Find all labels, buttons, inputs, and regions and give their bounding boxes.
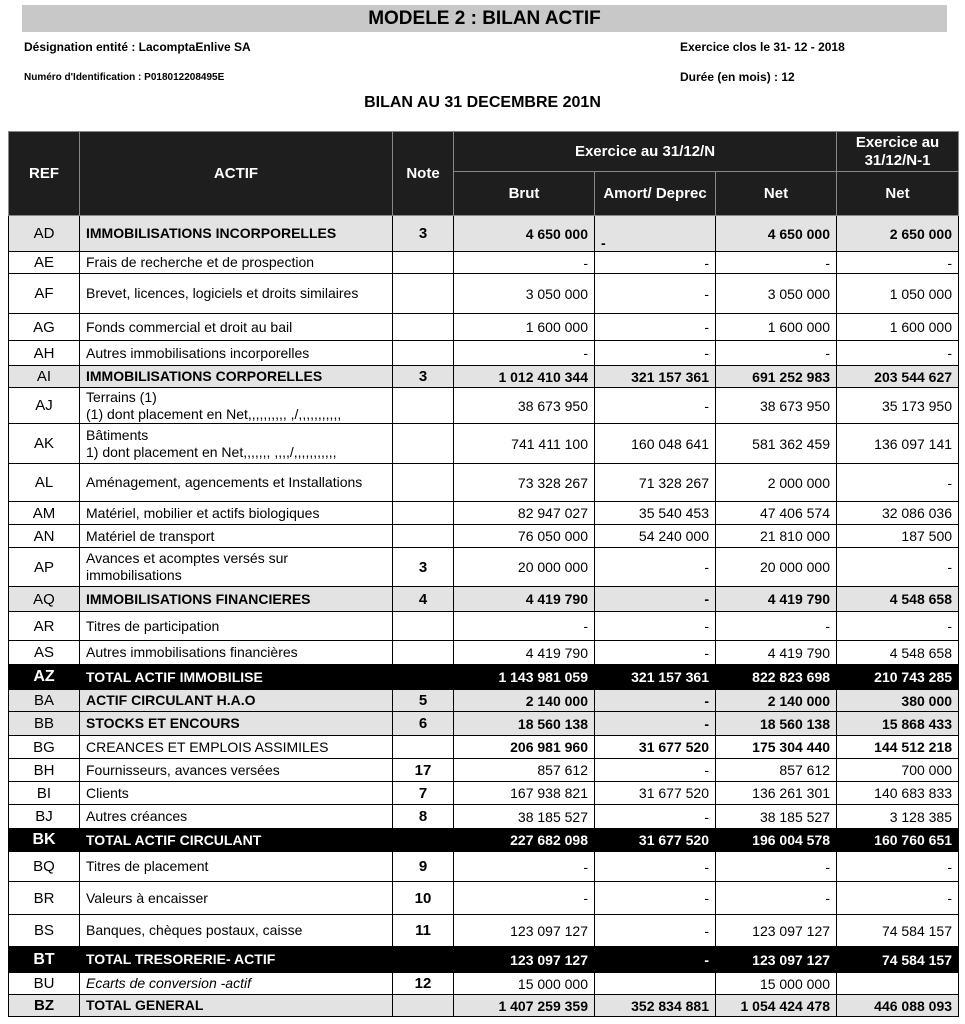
- row-amort: -: [595, 690, 716, 712]
- row-ref: AD: [9, 216, 80, 252]
- row-ref: AI: [9, 366, 80, 388]
- row-net: 691 252 983: [716, 366, 837, 388]
- row-amort: -: [595, 915, 716, 947]
- row-label-text: Bâtiments: [86, 426, 149, 443]
- row-label-text: Banques, chèques postaux, caisse: [86, 922, 303, 938]
- table-row: [9, 759, 959, 782]
- row-brut: 2 140 000: [454, 690, 595, 712]
- row-net-n1: 2 650 000: [837, 216, 959, 252]
- row-amort: -: [595, 641, 716, 665]
- row-label-text: Autres immobilisations financières: [86, 644, 298, 660]
- row-label: [80, 915, 393, 947]
- row-ref: AN: [9, 525, 80, 548]
- row-label-text: STOCKS ET ENCOURS: [86, 715, 240, 731]
- row-label: [80, 973, 393, 995]
- row-ref: AJ: [9, 388, 80, 424]
- row-net-n1: -: [837, 341, 959, 366]
- row-note: 3: [393, 548, 454, 587]
- row-ref: AS: [9, 641, 80, 665]
- row-net-n1: -: [837, 882, 959, 915]
- row-net-n1: 35 173 950: [837, 388, 959, 424]
- identification-number: Numéro d'Identification : P018012208495E: [24, 72, 225, 83]
- row-brut: 38 185 527: [454, 805, 595, 829]
- row-brut: -: [454, 341, 595, 366]
- row-net-n1: -: [837, 612, 959, 641]
- row-net-n1: 3 128 385: [837, 805, 959, 829]
- row-brut: -: [454, 252, 595, 274]
- row-amort: -: [595, 548, 716, 587]
- row-note: 10: [393, 882, 454, 915]
- row-note: [393, 274, 454, 314]
- row-label: [80, 947, 393, 973]
- row-ref: BG: [9, 736, 80, 759]
- duration: Durée (en mois) : 12: [680, 70, 795, 84]
- row-ref: BA: [9, 690, 80, 712]
- header-ref: REF: [9, 132, 80, 216]
- table-row: [9, 502, 959, 525]
- row-amort: 321 157 361: [595, 665, 716, 690]
- table-row: [9, 736, 959, 759]
- row-amort: -: [595, 216, 716, 252]
- row-label: [80, 852, 393, 882]
- row-label-text: Autres immobilisations incorporelles: [86, 344, 310, 361]
- row-net: 18 560 138: [716, 712, 837, 736]
- row-note: 8: [393, 805, 454, 829]
- row-brut: 82 947 027: [454, 502, 595, 525]
- row-label: [80, 665, 393, 690]
- row-net: 15 000 000: [716, 973, 837, 995]
- row-label-text: Frais de recherche et de prospection: [86, 254, 315, 270]
- row-net-n1: 1 050 000: [837, 274, 959, 314]
- table-row: [9, 216, 959, 252]
- row-note: [393, 341, 454, 366]
- row-amort: -: [595, 388, 716, 424]
- row-label-subtext: 1) dont placement en Net,,,,,,, ,,,,/,,,,,,,,,,,: [86, 443, 337, 460]
- row-label: [80, 502, 393, 525]
- row-amort: 160 048 641: [595, 424, 716, 464]
- row-ref: AL: [9, 464, 80, 502]
- row-net: 4 419 790: [716, 587, 837, 612]
- row-net: 3 050 000: [716, 274, 837, 314]
- row-label: [80, 882, 393, 915]
- row-note: 12: [393, 973, 454, 995]
- table-row: [9, 641, 959, 665]
- row-note: 3: [393, 366, 454, 388]
- row-brut: 206 981 960: [454, 736, 595, 759]
- row-brut: 18 560 138: [454, 712, 595, 736]
- row-ref: AQ: [9, 587, 80, 612]
- row-net: 581 362 459: [716, 424, 837, 464]
- table-row: [9, 995, 959, 1017]
- row-label-text: Valeurs à encaisser: [86, 889, 208, 906]
- row-net: 822 823 698: [716, 665, 837, 690]
- row-note: 6: [393, 712, 454, 736]
- header-note: Note: [393, 132, 454, 216]
- row-brut: 741 411 100: [454, 424, 595, 464]
- row-note: [393, 314, 454, 341]
- row-label: [80, 366, 393, 388]
- row-amort: 35 540 453: [595, 502, 716, 525]
- table-row: [9, 424, 959, 464]
- row-net: 20 000 000: [716, 548, 837, 587]
- row-ref: BB: [9, 712, 80, 736]
- row-ref: AM: [9, 502, 80, 525]
- row-net: -: [716, 852, 837, 882]
- row-amort: 31 677 520: [595, 736, 716, 759]
- row-net-n1: 187 500: [837, 525, 959, 548]
- row-note: [393, 525, 454, 548]
- row-note: [393, 829, 454, 852]
- row-brut: 15 000 000: [454, 973, 595, 995]
- row-note: [393, 424, 454, 464]
- bilan-actif-table: [8, 131, 959, 1017]
- row-brut: 123 097 127: [454, 947, 595, 973]
- row-amort: 321 157 361: [595, 366, 716, 388]
- table-row: [9, 690, 959, 712]
- row-ref: BK: [9, 829, 80, 852]
- row-note: [393, 736, 454, 759]
- row-brut: 3 050 000: [454, 274, 595, 314]
- table-row: [9, 252, 959, 274]
- table-row: [9, 829, 959, 852]
- row-net-n1: 4 548 658: [837, 587, 959, 612]
- table-row: [9, 805, 959, 829]
- row-brut: 4 419 790: [454, 587, 595, 612]
- row-label: [80, 216, 393, 252]
- table-row: [9, 915, 959, 947]
- header-exercise-n: Exercice au 31/12/N: [454, 132, 837, 172]
- row-net-n1: 74 584 157: [837, 915, 959, 947]
- row-brut: -: [454, 612, 595, 641]
- row-brut: -: [454, 852, 595, 882]
- table-row: [9, 947, 959, 973]
- row-brut: 123 097 127: [454, 915, 595, 947]
- row-net: 857 612: [716, 759, 837, 782]
- row-label: [80, 782, 393, 805]
- row-net-n1: 136 097 141: [837, 424, 959, 464]
- row-net-n1: -: [837, 464, 959, 502]
- row-brut: 76 050 000: [454, 525, 595, 548]
- row-label: [80, 612, 393, 641]
- row-net: 4 419 790: [716, 641, 837, 665]
- row-label-text: IMMOBILISATIONS FINANCIERES: [86, 590, 311, 607]
- row-net: 38 185 527: [716, 805, 837, 829]
- row-net: 38 673 950: [716, 388, 837, 424]
- row-ref: BI: [9, 782, 80, 805]
- row-brut: 167 938 821: [454, 782, 595, 805]
- header-amort: Amort/ Deprec: [595, 172, 716, 216]
- row-label-text: Avances et acomptes versés sur immobilisations: [86, 550, 289, 583]
- row-brut: 4 650 000: [454, 216, 595, 252]
- row-label: [80, 525, 393, 548]
- row-ref: BH: [9, 759, 80, 782]
- row-net: 2 140 000: [716, 690, 837, 712]
- header-net-n1: Net: [837, 172, 959, 216]
- row-label-text: Titres de placement: [86, 858, 209, 874]
- row-label: [80, 388, 393, 424]
- row-note: [393, 947, 454, 973]
- row-label-text: IMMOBILISATIONS INCORPORELLES: [86, 225, 337, 241]
- row-ref: BU: [9, 973, 80, 995]
- row-ref: BR: [9, 882, 80, 915]
- row-net: 136 261 301: [716, 782, 837, 805]
- row-amort: 54 240 000: [595, 525, 716, 548]
- row-label: [80, 712, 393, 736]
- row-label: [80, 274, 393, 314]
- row-label-text: Fournisseurs, avances versées: [86, 761, 280, 778]
- row-ref: AF: [9, 274, 80, 314]
- row-amort: -: [595, 882, 716, 915]
- row-label: [80, 341, 393, 366]
- row-amort: -: [595, 759, 716, 782]
- row-net-n1: 700 000: [837, 759, 959, 782]
- row-label-text: Fonds commercial et droit au bail: [86, 318, 293, 335]
- row-ref: AH: [9, 341, 80, 366]
- row-net: 1 600 000: [716, 314, 837, 341]
- row-net: 21 810 000: [716, 525, 837, 548]
- row-amort: 31 677 520: [595, 829, 716, 852]
- row-ref: BT: [9, 947, 80, 973]
- row-note: 3: [393, 216, 454, 252]
- row-label-text: Titres de participation: [86, 617, 220, 634]
- row-label: [80, 829, 393, 852]
- row-note: [393, 665, 454, 690]
- row-label: [80, 759, 393, 782]
- table-row: [9, 852, 959, 882]
- row-brut: 38 673 950: [454, 388, 595, 424]
- header-brut: Brut: [454, 172, 595, 216]
- table-row: [9, 973, 959, 995]
- row-ref: AZ: [9, 665, 80, 690]
- table-row: [9, 314, 959, 341]
- row-brut: 20 000 000: [454, 548, 595, 587]
- row-net-n1: 160 760 651: [837, 829, 959, 852]
- table-row: [9, 341, 959, 366]
- table-row: [9, 274, 959, 314]
- row-note: 17: [393, 759, 454, 782]
- table-row: [9, 882, 959, 915]
- row-label-text: TOTAL TRESORERIE- ACTIF: [86, 951, 276, 967]
- row-ref: BZ: [9, 995, 80, 1017]
- row-amort: 71 328 267: [595, 464, 716, 502]
- row-brut: 1 143 981 059: [454, 665, 595, 690]
- row-net: -: [716, 612, 837, 641]
- table-body: [9, 216, 959, 1017]
- row-label: [80, 587, 393, 612]
- table-row: [9, 548, 959, 587]
- row-label: [80, 736, 393, 759]
- row-net: -: [716, 252, 837, 274]
- row-net-n1: 380 000: [837, 690, 959, 712]
- row-brut: 1 012 410 344: [454, 366, 595, 388]
- row-note: [393, 995, 454, 1017]
- exercise-closing: Exercice clos le 31- 12 - 2018: [680, 40, 845, 54]
- row-brut: 73 328 267: [454, 464, 595, 502]
- row-label-text: Aménagement, agencements et Installations: [86, 474, 363, 490]
- row-amort: 352 834 881: [595, 995, 716, 1017]
- row-label-text: TOTAL GENERAL: [86, 997, 204, 1013]
- row-label-text: CREANCES ET EMPLOIS ASSIMILES: [86, 738, 329, 755]
- row-note: [393, 388, 454, 424]
- row-ref: BJ: [9, 805, 80, 829]
- row-ref: AR: [9, 612, 80, 641]
- row-note: 7: [393, 782, 454, 805]
- row-net: 175 304 440: [716, 736, 837, 759]
- row-net-n1: -: [837, 852, 959, 882]
- row-net-n1: 140 683 833: [837, 782, 959, 805]
- row-label-text: Matériel de transport: [86, 527, 215, 544]
- row-net: 196 004 578: [716, 829, 837, 852]
- row-amort: [595, 973, 716, 995]
- row-label-text: Terrains (1): [86, 388, 157, 405]
- row-net: -: [716, 341, 837, 366]
- row-amort: -: [595, 712, 716, 736]
- row-net-n1: 446 088 093: [837, 995, 959, 1017]
- row-net: 4 650 000: [716, 216, 837, 252]
- row-label-text: IMMOBILISATIONS CORPORELLES: [86, 368, 323, 384]
- row-amort: -: [595, 612, 716, 641]
- table-row: [9, 665, 959, 690]
- table-row: [9, 525, 959, 548]
- bilan-title: BILAN AU 31 DECEMBRE 201N: [364, 94, 601, 111]
- row-net-n1: [837, 973, 959, 995]
- row-net: 47 406 574: [716, 502, 837, 525]
- row-net: 123 097 127: [716, 915, 837, 947]
- table-row: [9, 712, 959, 736]
- row-brut: 857 612: [454, 759, 595, 782]
- row-label: [80, 995, 393, 1017]
- table-row: [9, 464, 959, 502]
- row-label: [80, 805, 393, 829]
- header-net: Net: [716, 172, 837, 216]
- row-label: [80, 424, 393, 464]
- row-note: 9: [393, 852, 454, 882]
- row-net-n1: 32 086 036: [837, 502, 959, 525]
- page-title: MODELE 2 : BILAN ACTIF: [22, 5, 947, 32]
- row-ref: BS: [9, 915, 80, 947]
- row-label: [80, 690, 393, 712]
- row-amort: -: [595, 852, 716, 882]
- row-net-n1: 144 512 218: [837, 736, 959, 759]
- row-amort: -: [595, 252, 716, 274]
- row-ref: AK: [9, 424, 80, 464]
- row-label-text: Brevet, licences, logiciels et droits similaires: [86, 285, 359, 301]
- row-amort: -: [595, 314, 716, 341]
- row-label-text: ACTIF CIRCULANT H.A.O: [86, 692, 256, 708]
- row-net-n1: 1 600 000: [837, 314, 959, 341]
- row-brut: 1 407 259 359: [454, 995, 595, 1017]
- entity-designation: Désignation entité : LacomptaEnlive SA: [24, 40, 251, 54]
- row-brut: 227 682 098: [454, 829, 595, 852]
- row-note: [393, 612, 454, 641]
- row-net-n1: -: [837, 548, 959, 587]
- table-row: [9, 366, 959, 388]
- row-label-text: Clients: [86, 784, 129, 801]
- row-brut: 1 600 000: [454, 314, 595, 341]
- row-net-n1: 203 544 627: [837, 366, 959, 388]
- row-label-text: TOTAL ACTIF CIRCULANT: [86, 831, 262, 848]
- row-label-text: Matériel, mobilier et actifs biologiques: [86, 504, 320, 521]
- row-label-text: Ecarts de conversion -actif: [86, 975, 251, 991]
- row-ref: AE: [9, 252, 80, 274]
- row-ref: BQ: [9, 852, 80, 882]
- row-amort: -: [595, 947, 716, 973]
- row-note: [393, 464, 454, 502]
- row-note: [393, 252, 454, 274]
- row-label-text: TOTAL ACTIF IMMOBILISE: [86, 668, 263, 685]
- row-net-n1: 15 868 433: [837, 712, 959, 736]
- table-row: [9, 782, 959, 805]
- row-net: 123 097 127: [716, 947, 837, 973]
- row-label: [80, 464, 393, 502]
- row-net-n1: 4 548 658: [837, 641, 959, 665]
- table-row: [9, 587, 959, 612]
- row-note: 5: [393, 690, 454, 712]
- row-label: [80, 314, 393, 341]
- row-note: [393, 502, 454, 525]
- row-amort: -: [595, 341, 716, 366]
- row-net: 1 054 424 478: [716, 995, 837, 1017]
- row-amort: -: [595, 805, 716, 829]
- header-actif: ACTIF: [80, 132, 393, 216]
- row-label: [80, 548, 393, 587]
- row-label-text: Autres créances: [86, 808, 188, 824]
- row-amort: -: [595, 274, 716, 314]
- table-row: [9, 388, 959, 424]
- row-label: [80, 641, 393, 665]
- header-exercise-n1: Exercice au 31/12/N-1: [837, 132, 959, 172]
- row-net-n1: -: [837, 252, 959, 274]
- row-net: -: [716, 882, 837, 915]
- row-note: [393, 641, 454, 665]
- row-label: [80, 252, 393, 274]
- row-net-n1: 74 584 157: [837, 947, 959, 973]
- row-net-n1: 210 743 285: [837, 665, 959, 690]
- row-amort: -: [595, 587, 716, 612]
- row-note: 11: [393, 915, 454, 947]
- row-brut: -: [454, 882, 595, 915]
- row-label-subtext: (1) dont placement en Net,,,,,,,,,, ,/,,,,,,,,,,,: [86, 405, 342, 422]
- table-row: [9, 612, 959, 641]
- row-ref: AP: [9, 548, 80, 587]
- row-net: 2 000 000: [716, 464, 837, 502]
- row-amort: 31 677 520: [595, 782, 716, 805]
- row-brut: 4 419 790: [454, 641, 595, 665]
- row-ref: AG: [9, 314, 80, 341]
- row-note: 4: [393, 587, 454, 612]
